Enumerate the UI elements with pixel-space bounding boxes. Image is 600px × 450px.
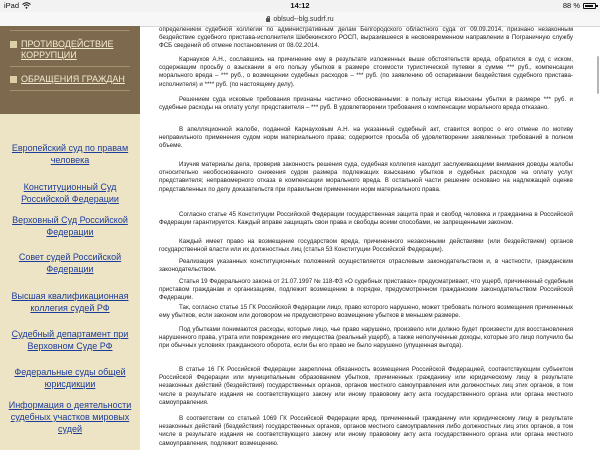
document-content (140, 26, 600, 450)
paragraph: Решением суда исковые требования признаны частично обоснованными: в пользу истца взысканы убытки в размере *** руб. и судебные расходы на оплату услуг представителя – *** руб. В удовлетворении требования о компенсации морального вреда отказано. (159, 96, 573, 112)
address-bar (0, 12, 600, 27)
paragraph: В апелляционной жалобе, поданной Карнауховым А.Н. на указанный судебный акт, ставится вопрос о его отмене по мотиву неправильного применения судом норм материального права; содержится просьба об удовлетворении заявленных требований в полном объеме. (159, 126, 573, 150)
sidebar-link-constitutional-court[interactable]: Конституционный Суд Российской Федерации (21, 182, 119, 204)
paragraph: Под убытками понимаются расходы, которые лицо, чье право нарушено, произвело или должно будет произвести для восстановления нарушенного права, утрата или повреждение его имущества (реальный ущерб), а также неполученные доходы, которые это лицо получило бы при обычных условиях гражданского оборота, если бы его право не было нарушено (упущенная выгода). (159, 326, 573, 350)
menu-item-anticorruption[interactable] (10, 39, 140, 61)
sidebar-link-echr[interactable]: Европейский суд по правам человека (11, 143, 129, 165)
paragraph: В статье 16 ГК Российской Федерации закреплена обязанность возмещения Российской Федерацией, соответствующим субъектом Российской Федерации или муниципальным образованием убытков, причиненных гражданину или юридическому лицу в результате незаконных действий (бездействия) государственных органов, органов местного самоуправления или должностных лиц этих органов, в том числе в результате издания не соответствующего закону или иному правовому акту акта государственного органа или органа местного самоуправления. (159, 366, 573, 406)
menu-item-label: ПРОТИВОДЕЙСТВИЕ КОРРУПЦИИ (21, 39, 114, 60)
url-field[interactable] (180, 13, 420, 25)
sidebar-link-qualification-board[interactable]: Высшая квалификационная коллегия судей РФ (11, 291, 129, 313)
status-right (563, 1, 596, 10)
paragraph: Карнаухов А.Н., сославшись на причинение ему в результате изложенных выше обстоятельств вреда, обратился в суд с иском, содержащим просьбу о взыскании в его пользу убытков в размере стоимости туристической путевки в сумме *** руб., компенсации морального вреда – *** руб., о возмещении судебных расходов – *** руб. (по заявлению об оспаривании бездействия судебного пристава-исполнителя) и **** руб. (по настоящему делу). (159, 56, 573, 88)
battery-fill (585, 5, 593, 7)
paragraph: Изучив материалы дела, проверив законность решения суда, судебная коллегия находит заслуживающими внимания доводы жалобы относительно необоснованного снижения судом размера подлежащих взысканию убытков и судебных расходов на оплату услуг представителя; неправомерного отказа в компенсации морального вреда. В остальной части решение основано на надлежащей оценке представленных по делу доказательств при правильном применении норм материального права. (159, 161, 573, 193)
bullet-icon (10, 76, 17, 83)
battery-percent: 88 % (562, 1, 580, 10)
bullet-icon (10, 41, 17, 48)
menu-divider (10, 90, 130, 91)
sidebar-link-judicial-department[interactable]: Судебный департамент при Верховном Суде РФ (11, 329, 129, 351)
lock-icon (266, 18, 270, 22)
scrollbar-thumb[interactable] (597, 56, 599, 94)
status-bar (0, 0, 600, 12)
sidebar (0, 26, 140, 450)
clock: 14:12 (290, 1, 310, 10)
paragraph: Каждый имеет право на возмещение государством вреда, причиненного незаконными действиями (или бездействием) органов государственной власти или их должностных лиц (статья 53 Конституции Российской Федерации). (159, 238, 573, 254)
paragraph: определением судебной коллегии по административным делам Белгородского областного суда от 09.09.2014, признано незаконным бездействие судебного пристава-исполнителя Шебекинского РОСП, выразившееся в несвоевременном направлении в Пограничную службу ФСБ сведений об отмене постановления от 08.02.2014. (159, 26, 573, 50)
menu-item-citizen-appeals[interactable] (10, 74, 125, 85)
sidebar-link-supreme-court[interactable]: Верховный Суд Российской Федерации (12, 215, 128, 237)
sidebar-link-council-of-judges[interactable]: Совет судей Российской Федерации (18, 252, 122, 274)
sidebar-link-federal-courts[interactable]: Федеральные суды общей юрисдикции (14, 367, 126, 389)
paragraph: Согласно статье 45 Конституции Российской Федерации государственная защита прав и свобод человека и гражданина в Российской Федерации гарантируется. Каждый вправе защищать свои права и свободы всеми способами, не запрещенными законом. (159, 211, 573, 227)
sidebar-top-menu (0, 26, 140, 114)
carrier-label: iPad (4, 1, 20, 10)
paragraph: Реализация указанных конституционных положений осуществляется отраслевым законодательством и, в частности, гражданским законодательством. (159, 258, 573, 274)
battery-icon (583, 3, 596, 9)
menu-item-label: ОБРАЩЕНИЯ ГРАЖДАН (21, 74, 125, 84)
paragraph: В соответствии со статьей 1069 ГК Российской Федерации вред, причиненный гражданину или юридическому лицу в результате незаконных действий (бездействия) государственных органов, органов местного самоуправления либо должностных лиц этих органов, в том числе в результате издания не соответствующего закону или иному правовому акту акта государственного органа или органа местного самоуправления, подлежит возмещению. (159, 415, 573, 447)
menu-divider (10, 66, 130, 67)
menu-divider (10, 30, 130, 31)
paragraph: Так, согласно статье 15 ГК Российской Федерации лицо, право которого нарушено, может требовать полного возмещения причиненных ему убытков, если законом или договором не предусмотрено возмещение убытков в меньшем размере. (159, 304, 573, 320)
sidebar-link-magistrate-courts[interactable]: Информация о деятельности судебных участков мировых судей (8, 400, 132, 434)
paragraph: Статья 19 Федерального закона от 21.07.1997 № 118-ФЗ «О судебных приставах» предусматривает, что ущерб, причиненный судебным приставом гражданам и организациям, подлежит возмещению в порядке, предусмотренном гражданским законодательством Российской Федерации. (159, 278, 573, 302)
url-text: oblsud--blg.sudrf.ru (273, 15, 334, 23)
